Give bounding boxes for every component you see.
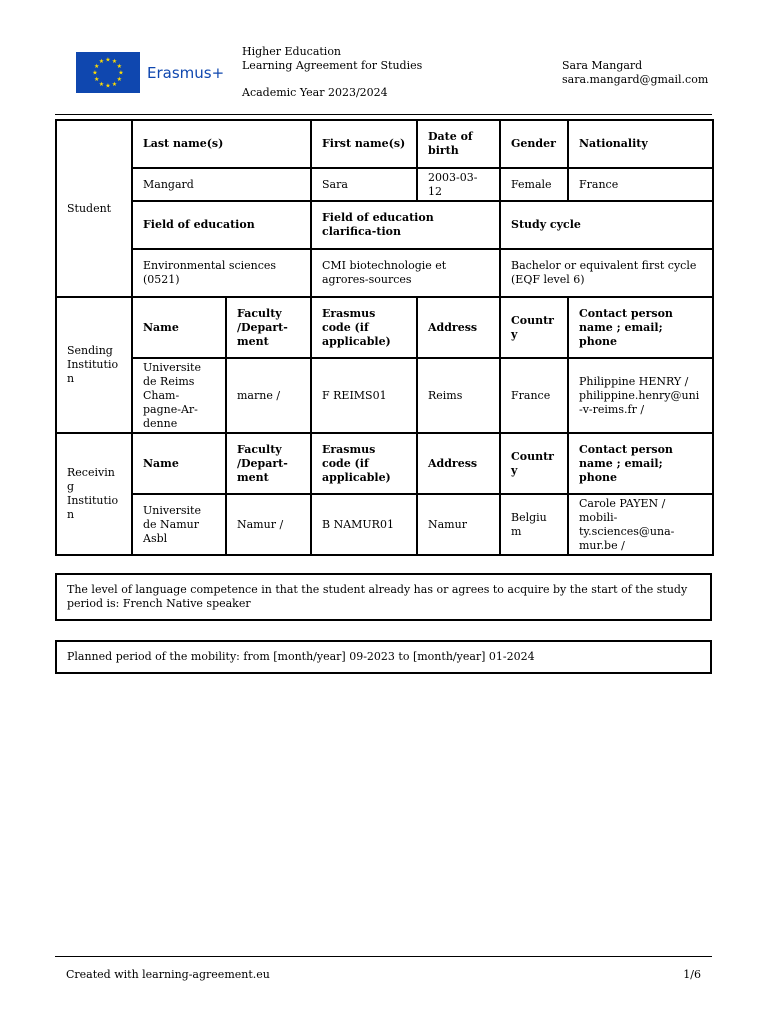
receiving-value-address: Namur	[417, 494, 500, 555]
learning-agreement-table	[55, 119, 714, 556]
eu-star-icon: ★	[94, 63, 100, 70]
receiving-value-row	[56, 494, 713, 555]
value-field-clarification: CMI biotechnologie et agrores-sources	[311, 249, 500, 297]
footer-divider	[55, 956, 712, 957]
receiving-header-row	[56, 433, 713, 494]
value-nationality: France	[568, 168, 713, 201]
header-date-of-birth: Date of birth	[417, 120, 500, 168]
sending-value-erasmus-code: F REIMS01	[311, 358, 417, 433]
receiving-header-country: Country	[500, 433, 568, 494]
value-date-of-birth: 2003-03-12	[417, 168, 500, 201]
receiving-header-erasmus-code: Erasmus code (if applicable)	[311, 433, 417, 494]
student-value-row-1	[56, 168, 713, 201]
receiving-header-address: Address	[417, 433, 500, 494]
receiving-header-contact: Contact person name ; email; phone	[568, 433, 713, 494]
sending-header-erasmus-code: Erasmus code (if applicable)	[311, 297, 417, 358]
value-study-cycle: Bachelor or equivalent first cycle (EQF level 6)	[500, 249, 713, 297]
sending-header-country: Country	[500, 297, 568, 358]
section-label-student: Student	[56, 120, 132, 297]
receiving-header-faculty: Faculty /Depart-ment	[226, 433, 311, 494]
language-competence-text: The level of language competence in that the student already has or agrees to acquire by the start of the study period is: French Native speaker	[67, 583, 688, 610]
receiving-value-contact: Carole PAYEN / mobili-ty.sciences@una-mur.be /	[568, 494, 713, 555]
eu-star-icon: ★	[98, 80, 105, 88]
eu-star-icon: ★	[111, 80, 118, 88]
student-contact-block	[562, 59, 708, 86]
eu-star-icon: ★	[105, 82, 111, 90]
header-field-clarification: Field of education clarifica-tion	[311, 201, 500, 249]
sending-header-address: Address	[417, 297, 500, 358]
value-gender: Female	[500, 168, 568, 201]
sending-header-faculty: Faculty /Depart-ment	[226, 297, 311, 358]
student-header-row-2	[56, 201, 713, 249]
eu-star-icon: ★	[116, 63, 122, 70]
footer-page-number: 1/6	[683, 968, 701, 981]
header-gender: Gender	[500, 120, 568, 168]
doc-line-3	[242, 72, 422, 86]
receiving-value-name: Universite de Namur Asbl	[132, 494, 226, 555]
header-last-name: Last name(s)	[132, 120, 311, 168]
eu-star-icon: ★	[116, 76, 122, 83]
section-label-receiving-institution: Receiving Institution	[56, 433, 132, 555]
header-first-name: First name(s)	[311, 120, 417, 168]
eu-star-icon: ★	[118, 69, 124, 77]
eu-star-icon: ★	[94, 76, 100, 83]
doc-line-4: Academic Year 2023/2024	[242, 85, 388, 99]
sending-value-country: France	[500, 358, 568, 433]
erasmus-logo	[76, 52, 224, 93]
doc-line-2: Learning Agreement for Studies	[242, 58, 423, 72]
receiving-value-erasmus-code: B NAMUR01	[311, 494, 417, 555]
header-divider	[55, 114, 712, 115]
mobility-period-text: Planned period of the mobility: from [month/year] 09-2023 to [month/year] 01-2024	[67, 650, 535, 663]
receiving-value-country: Belgium	[500, 494, 568, 555]
sending-header-row	[56, 297, 713, 358]
language-competence-box	[55, 573, 712, 621]
sending-value-address: Reims	[417, 358, 500, 433]
receiving-value-faculty: Namur /	[226, 494, 311, 555]
student-value-row-2	[56, 249, 713, 297]
mobility-period-box	[55, 640, 712, 674]
header-field-of-education: Field of education	[132, 201, 311, 249]
doc-line-1: Higher Education	[242, 45, 342, 58]
eu-star-icon: ★	[105, 56, 111, 64]
header-nationality: Nationality	[568, 120, 713, 168]
sending-value-name: Universite de Reims Cham-pagne-Ar-denne	[132, 358, 226, 433]
eu-star-icon: ★	[111, 58, 118, 66]
document-title-block	[242, 45, 422, 99]
sending-header-name: Name	[132, 297, 226, 358]
receiving-header-name: Name	[132, 433, 226, 494]
sending-value-contact: Philippine HENRY / philippine.henry@uni-v-reims.fr /	[568, 358, 713, 433]
sending-value-faculty: marne /	[226, 358, 311, 433]
sending-value-row	[56, 358, 713, 433]
student-email: sara.mangard@gmail.com	[562, 72, 709, 86]
student-name: Sara Mangard	[562, 59, 643, 72]
footer-created-with: Created with learning-agreement.eu	[66, 968, 270, 981]
section-label-sending-institution: Sending Institution	[56, 297, 132, 433]
eu-star-icon: ★	[92, 69, 98, 77]
eu-star-icon: ★	[98, 58, 105, 66]
erasmus-wordmark: Erasmus+	[147, 63, 225, 82]
eu-flag-icon	[76, 52, 140, 93]
value-field-of-education: Environmental sciences (0521)	[132, 249, 311, 297]
value-first-name: Sara	[311, 168, 417, 201]
header-study-cycle: Study cycle	[500, 201, 713, 249]
value-last-name: Mangard	[132, 168, 311, 201]
sending-header-contact: Contact person name ; email; phone	[568, 297, 713, 358]
student-header-row-1	[56, 120, 713, 168]
